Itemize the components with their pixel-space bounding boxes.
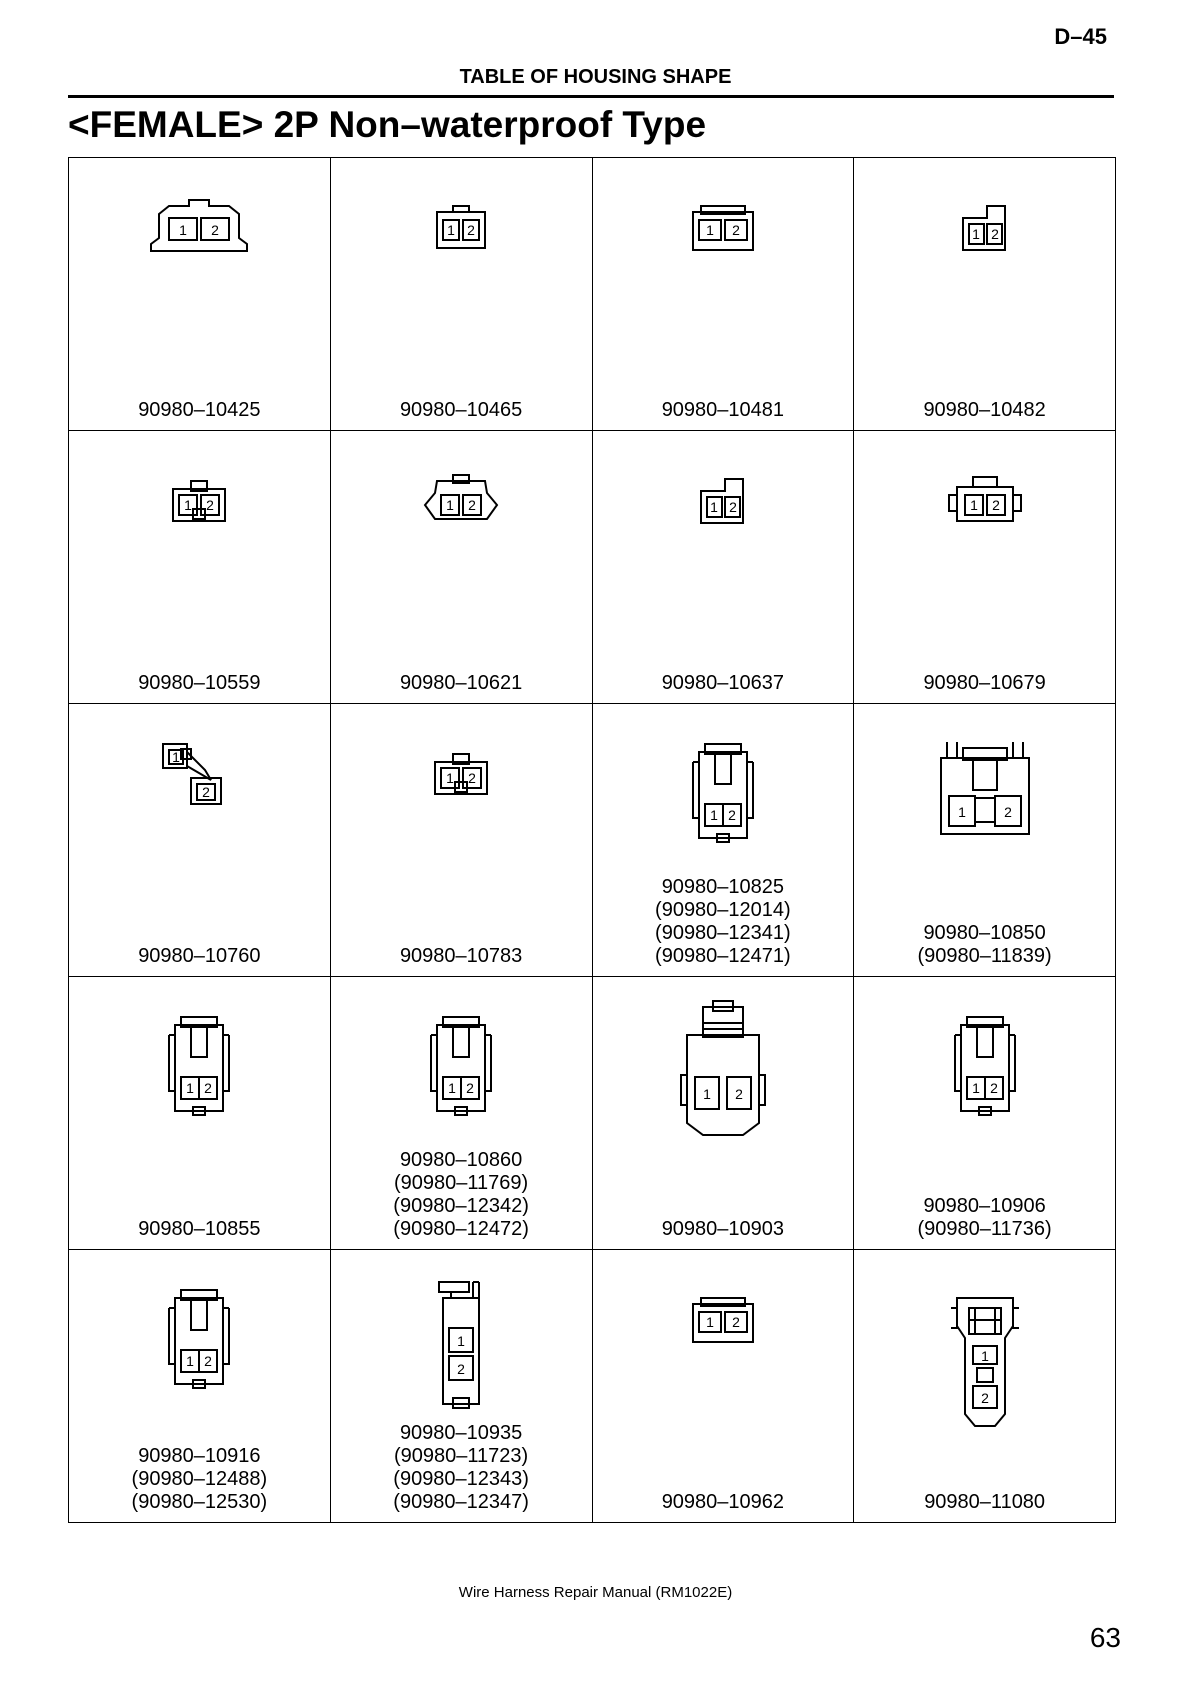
footer-manual-title: Wire Harness Repair Manual (RM1022E)	[458, 1584, 733, 1601]
svg-text:1: 1	[709, 807, 718, 823]
part-number: 90980–10465	[399, 399, 523, 421]
svg-text:2: 2	[211, 222, 220, 238]
svg-text:1: 1	[969, 497, 978, 513]
part-number-list	[593, 876, 854, 968]
svg-text:2: 2	[468, 497, 477, 513]
part-number-list	[331, 399, 592, 422]
svg-text:2: 2	[206, 497, 215, 513]
part-number: 90980–10855	[138, 1218, 261, 1240]
svg-text:2: 2	[202, 784, 211, 800]
connector-cell	[593, 977, 855, 1250]
connector-cell	[593, 431, 855, 704]
svg-text:2: 2	[468, 770, 477, 786]
svg-text:1: 1	[448, 1080, 457, 1096]
svg-text:2: 2	[1003, 804, 1012, 820]
part-number-list	[331, 1422, 592, 1514]
connector-cell	[593, 158, 855, 431]
part-number-list	[331, 672, 592, 695]
connector-cell	[331, 1250, 593, 1523]
part-number: 90980–10760	[138, 945, 261, 967]
part-number-list	[69, 945, 330, 968]
part-number: 90980–10637	[661, 672, 785, 694]
svg-text:2: 2	[731, 1314, 740, 1330]
part-number: (90980–12342)	[393, 1195, 529, 1217]
header-rule	[68, 95, 1114, 98]
part-number: 90980–10425	[138, 399, 261, 421]
svg-text:1: 1	[971, 1080, 980, 1096]
connector-cell	[331, 704, 593, 977]
part-number-list	[854, 399, 1115, 422]
part-number: 90980–10906	[923, 1195, 1046, 1217]
part-number: (90980–12343)	[393, 1468, 529, 1490]
page-number: 63	[1089, 1622, 1121, 1653]
connector-table	[68, 157, 1116, 1523]
connector-cell	[854, 1250, 1116, 1523]
section-title: TABLE OF HOUSING SHAPE	[459, 66, 732, 88]
part-number-list	[69, 399, 330, 422]
part-number-list	[593, 399, 854, 422]
part-number-list	[331, 1149, 592, 1241]
svg-text:1: 1	[457, 1333, 466, 1349]
page-code: D–45	[1054, 24, 1107, 49]
svg-text:2: 2	[990, 226, 999, 242]
svg-text:1: 1	[186, 1080, 195, 1096]
part-number: (90980–11723)	[394, 1445, 529, 1467]
part-number: 90980–10679	[923, 672, 1046, 694]
connector-cell	[69, 977, 331, 1250]
svg-text:2: 2	[728, 499, 737, 515]
svg-text:1: 1	[179, 222, 188, 238]
part-number-list	[854, 672, 1115, 695]
svg-text:1: 1	[705, 222, 714, 238]
connector-cell	[854, 704, 1116, 977]
svg-text:2: 2	[466, 1080, 475, 1096]
svg-text:1: 1	[980, 1348, 989, 1364]
part-number: 90980–10559	[138, 672, 261, 694]
part-number-list	[854, 1491, 1115, 1514]
part-number-list	[593, 1491, 854, 1514]
part-number: 90980–10935	[399, 1422, 523, 1444]
svg-text:2: 2	[457, 1361, 466, 1377]
connector-cell	[593, 704, 855, 977]
svg-text:2: 2	[204, 1353, 213, 1369]
part-number-list	[69, 672, 330, 695]
connector-cell	[854, 977, 1116, 1250]
part-number: (90980–11769)	[394, 1172, 529, 1194]
part-number-list	[593, 672, 854, 695]
part-number: 90980–10850	[923, 922, 1046, 944]
page-title: <FEMALE> 2P Non–waterproof Type	[68, 104, 707, 145]
part-number: 90980–10825	[661, 876, 785, 898]
part-number: (90980–12347)	[393, 1491, 529, 1513]
svg-text:1: 1	[447, 222, 456, 238]
part-number: 90980–10916	[138, 1445, 261, 1467]
svg-text:2: 2	[734, 1086, 743, 1102]
part-number: (90980–12341)	[655, 922, 791, 944]
part-number-list	[69, 1218, 330, 1241]
part-number-list	[854, 922, 1115, 968]
svg-text:1: 1	[186, 1353, 195, 1369]
connector-cell	[69, 704, 331, 977]
svg-text:2: 2	[467, 222, 476, 238]
connector-cell	[593, 1250, 855, 1523]
svg-text:2: 2	[731, 222, 740, 238]
svg-text:1: 1	[172, 749, 181, 765]
part-number: 90980–10783	[399, 945, 523, 967]
part-number: 90980–10481	[661, 399, 785, 421]
part-number: 90980–10860	[399, 1149, 523, 1171]
part-number-list	[331, 945, 592, 968]
connector-cell	[854, 431, 1116, 704]
part-number-list	[69, 1445, 330, 1514]
svg-text:2: 2	[989, 1080, 998, 1096]
part-number-list	[854, 1195, 1115, 1241]
svg-text:2: 2	[727, 807, 736, 823]
part-number: (90980–11839)	[917, 945, 1052, 967]
svg-text:1: 1	[705, 1314, 714, 1330]
part-number: (90980–12471)	[655, 945, 791, 967]
connector-cell	[331, 431, 593, 704]
part-number: (90980–12472)	[393, 1218, 529, 1240]
part-number: 90980–11080	[924, 1491, 1046, 1513]
part-number: (90980–12488)	[131, 1468, 268, 1490]
part-number: 90980–10962	[661, 1491, 785, 1513]
svg-text:1: 1	[446, 497, 455, 513]
connector-cell	[331, 158, 593, 431]
svg-text:1: 1	[709, 499, 718, 515]
part-number: 90980–10903	[661, 1218, 785, 1240]
part-number: 90980–10482	[923, 399, 1046, 421]
connector-cell	[69, 158, 331, 431]
part-number: (90980–12014)	[655, 899, 791, 921]
part-number: (90980–11736)	[917, 1218, 1052, 1240]
connector-cell	[331, 977, 593, 1250]
svg-text:1: 1	[957, 804, 966, 820]
svg-text:2: 2	[991, 497, 1000, 513]
svg-text:2: 2	[980, 1390, 989, 1406]
part-number: (90980–12530)	[131, 1491, 268, 1513]
part-number: 90980–10621	[399, 672, 523, 694]
svg-text:1: 1	[702, 1086, 711, 1102]
svg-text:1: 1	[971, 226, 980, 242]
connector-cell	[69, 1250, 331, 1523]
connector-cell	[69, 431, 331, 704]
svg-text:1: 1	[184, 497, 193, 513]
part-number-list	[593, 1218, 854, 1241]
connector-cell	[854, 158, 1116, 431]
svg-text:1: 1	[446, 770, 455, 786]
svg-text:2: 2	[204, 1080, 213, 1096]
